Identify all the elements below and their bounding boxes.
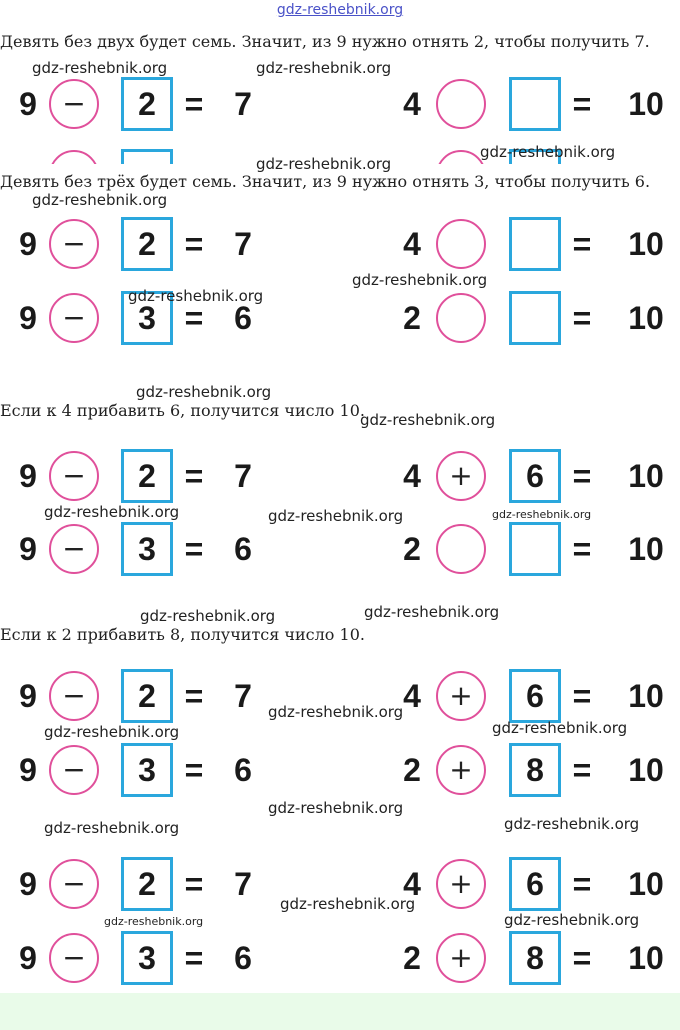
watermark: gdz-reshebnik.org [480,143,616,161]
equation-row [0,930,680,986]
answer-box[interactable]: 2 [121,217,173,271]
equals-sign: = [572,300,592,336]
watermark: gdz-reshebnik.org [140,607,276,625]
watermark: gdz-reshebnik.org [128,287,264,305]
left-number: 9 [19,531,37,567]
operator-circle[interactable]: − [49,219,99,269]
equals-sign: = [184,866,204,902]
operator-circle[interactable]: − [49,451,99,501]
answer-box[interactable] [509,291,561,345]
answer-box[interactable]: 2 [121,449,173,503]
answer-box[interactable]: 8 [509,931,561,985]
caption-4: Если к 2 прибавить 8, получится число 10. [0,625,365,644]
equals-sign: = [572,86,592,122]
equals-sign: = [184,678,204,714]
site-watermark-top: gdz-reshebnik.org [276,2,404,18]
left-number: 9 [19,678,37,714]
watermark: gdz-reshebnik.org [44,503,180,521]
equals-sign: = [572,531,592,567]
operator-circle[interactable]: − [49,293,99,343]
watermark: gdz-reshebnik.org [360,411,496,429]
result-number: 10 [628,300,664,336]
left-number: 9 [19,940,37,976]
result-number: 6 [234,752,252,788]
operator-circle[interactable]: + [436,451,486,501]
equation-row [0,216,680,272]
operator-circle[interactable]: + [436,933,486,983]
result-number: 7 [234,226,252,262]
left-number: 9 [19,86,37,122]
equals-sign: = [184,752,204,788]
result-number: 7 [234,86,252,122]
equation-row [0,76,680,132]
equals-sign: = [184,226,204,262]
left-number: 4 [403,458,421,494]
left-number: 9 [19,458,37,494]
equals-sign: = [572,226,592,262]
answer-box-partial [121,149,173,164]
equals-sign: = [572,752,592,788]
operator-circle[interactable]: − [49,671,99,721]
answer-box[interactable]: 6 [509,669,561,723]
watermark: gdz-reshebnik.org [268,799,404,817]
equals-sign: = [572,866,592,902]
operator-circle[interactable] [436,219,486,269]
answer-box[interactable]: 2 [121,857,173,911]
operator-circle[interactable]: − [49,745,99,795]
caption-2: Девять без трёх будет семь. Значит, из 9 нужно отнять 3, чтобы получить 6. [0,172,651,191]
result-number: 7 [234,458,252,494]
equals-sign: = [184,300,204,336]
watermark: gdz-reshebnik.org [44,723,180,741]
answer-box[interactable]: 6 [509,449,561,503]
answer-box[interactable] [509,77,561,131]
answer-box[interactable]: 3 [121,291,173,345]
operator-circle[interactable]: − [49,79,99,129]
result-number: 7 [234,866,252,902]
watermark: gdz-reshebnik.org [268,507,404,525]
equation-row [0,448,680,504]
watermark: gdz-reshebnik.org [492,508,592,521]
operator-circle[interactable]: + [436,671,486,721]
answer-box[interactable]: 6 [509,857,561,911]
equals-sign: = [184,531,204,567]
equation-row [0,290,680,346]
left-number: 9 [19,866,37,902]
watermark: gdz-reshebnik.org [504,815,640,833]
watermark: gdz-reshebnik.org [136,383,272,401]
watermark: gdz-reshebnik.org [44,819,180,837]
result-number: 10 [628,86,664,122]
watermark: gdz-reshebnik.org [256,155,392,173]
operator-circle[interactable]: − [49,524,99,574]
equals-sign: = [184,940,204,976]
result-number: 10 [628,678,664,714]
result-number: 10 [628,458,664,494]
answer-box[interactable]: 8 [509,743,561,797]
operator-circle[interactable]: + [436,745,486,795]
result-number: 10 [628,226,664,262]
left-number: 9 [19,300,37,336]
operator-circle-partial [436,150,486,164]
left-number: 2 [403,531,421,567]
operator-circle[interactable] [436,293,486,343]
operator-circle[interactable]: − [49,933,99,983]
result-number: 10 [628,866,664,902]
answer-box[interactable]: 3 [121,522,173,576]
equals-sign: = [184,458,204,494]
left-number: 9 [19,752,37,788]
watermark: gdz-reshebnik.org [32,59,168,77]
watermark: gdz-reshebnik.org [352,271,488,289]
watermark: gdz-reshebnik.org [280,895,416,913]
operator-circle[interactable]: − [49,859,99,909]
equals-sign: = [572,458,592,494]
watermark: gdz-reshebnik.org [268,703,404,721]
caption-3: Если к 4 прибавить 6, получится число 10. [0,401,365,420]
equation-row [0,742,680,798]
operator-circle[interactable] [436,524,486,574]
watermark: gdz-reshebnik.org [32,191,168,209]
result-number: 7 [234,678,252,714]
equation-row [0,521,680,577]
watermark: gdz-reshebnik.org [256,59,392,77]
answer-box[interactable]: 2 [121,77,173,131]
equals-sign: = [572,678,592,714]
answer-box[interactable]: 3 [121,743,173,797]
left-number: 9 [19,226,37,262]
operator-circle[interactable] [436,79,486,129]
result-number: 10 [628,531,664,567]
answer-box[interactable]: 2 [121,669,173,723]
left-number: 4 [403,678,421,714]
left-number: 4 [403,226,421,262]
left-number: 4 [403,86,421,122]
left-number: 2 [403,300,421,336]
operator-circle[interactable]: + [436,859,486,909]
result-number: 6 [234,531,252,567]
answer-box[interactable] [509,522,561,576]
watermark: gdz-reshebnik.org [104,915,204,928]
result-number: 6 [234,300,252,336]
result-number: 6 [234,940,252,976]
result-number: 10 [628,752,664,788]
left-number: 2 [403,752,421,788]
watermark: gdz-reshebnik.org [492,719,628,737]
watermark: gdz-reshebnik.org [504,911,640,929]
left-number: 2 [403,940,421,976]
caption-1: Девять без двух будет семь. Значит, из 9 нужно отнять 2, чтобы получить 7. [0,32,650,51]
operator-circle-partial [49,150,99,164]
equals-sign: = [572,940,592,976]
answer-box[interactable] [509,217,561,271]
left-number: 4 [403,866,421,902]
result-number: 10 [628,940,664,976]
answer-box[interactable]: 3 [121,931,173,985]
footer-strip [0,993,680,1030]
watermark: gdz-reshebnik.org [364,603,500,621]
equals-sign: = [184,86,204,122]
